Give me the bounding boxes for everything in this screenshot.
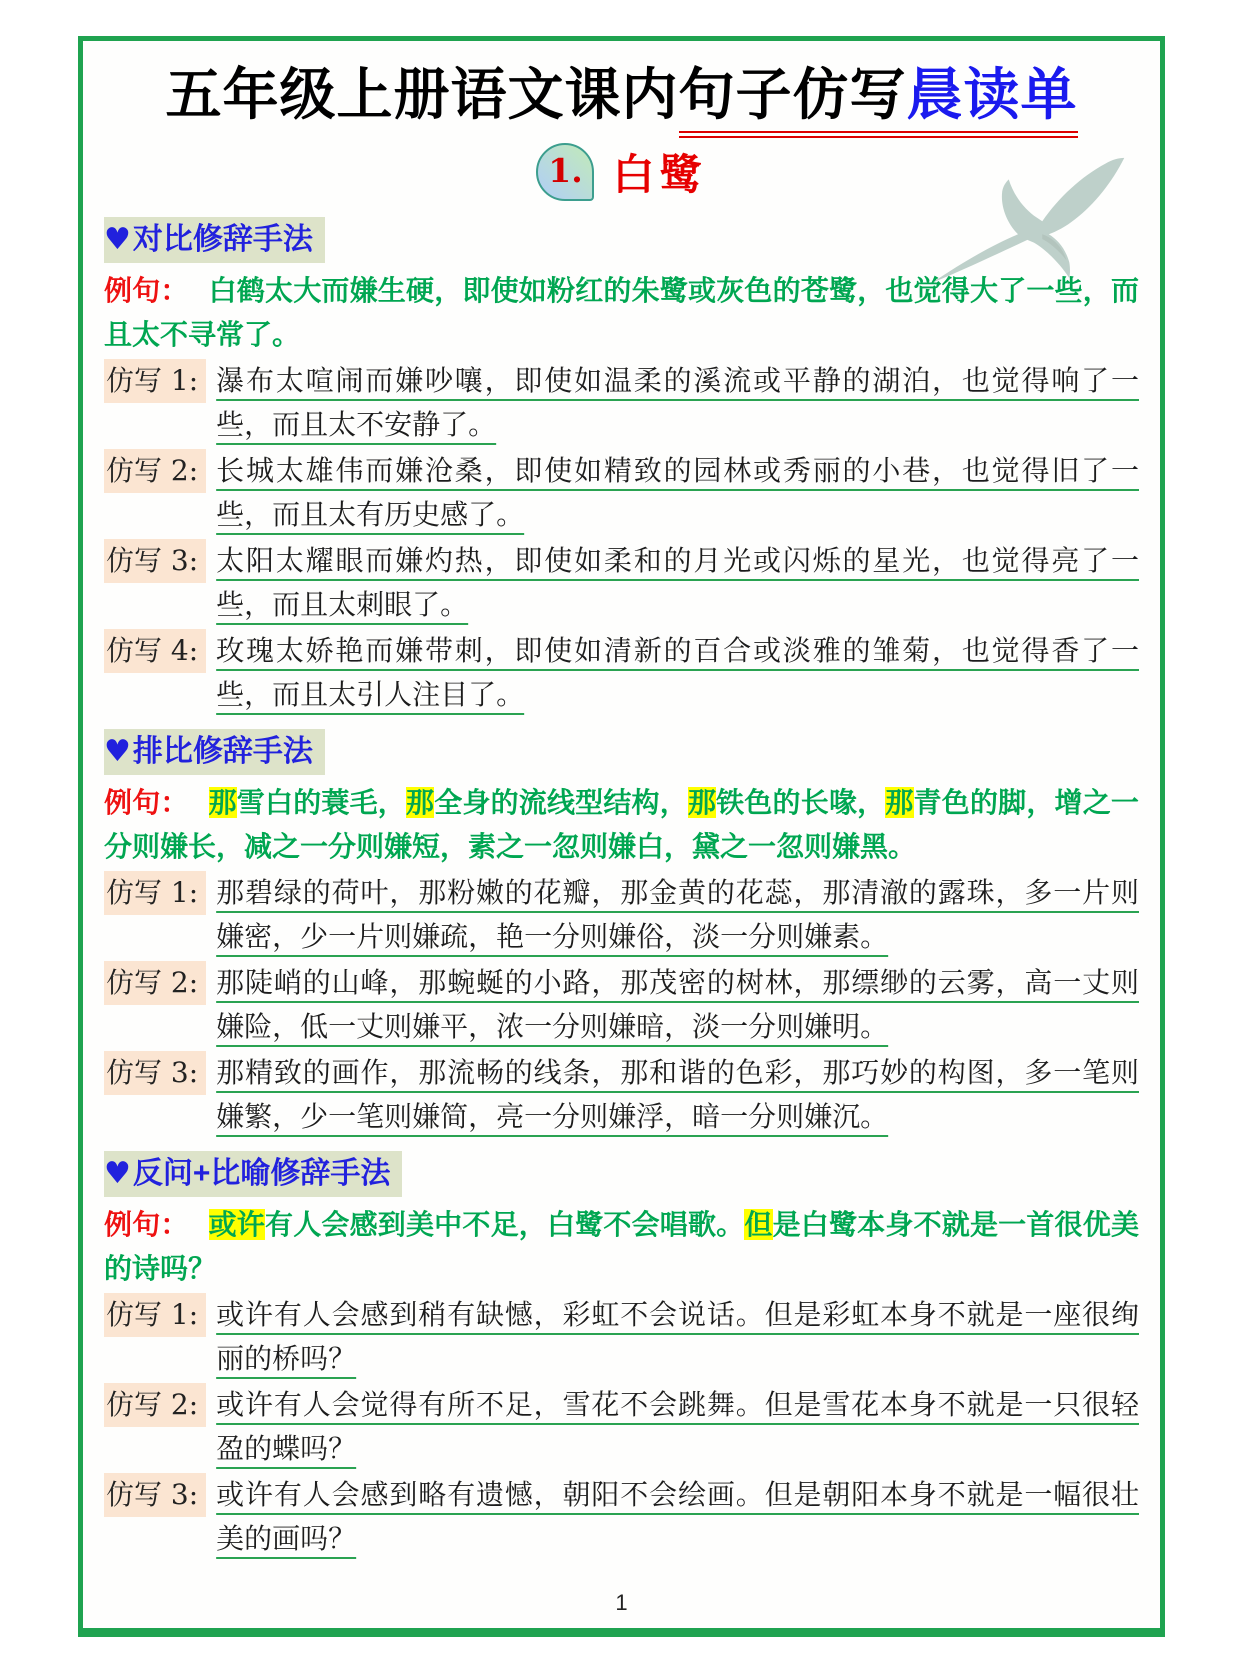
example-highlight: 或许 [208,1209,265,1241]
imitation-text: 那精致的画作，那流畅的线条，那和谐的色彩，那巧妙的构图，多一笔则嫌繁，少一笔则嫌简，亮一分则嫌浮，暗一分则嫌沉。 [216,1056,1139,1134]
imitation-row [104,871,1139,959]
page-title-topic: 句子仿写 [678,62,907,128]
imitation-label: 仿写 2: [104,961,206,1005]
section-heading-row [104,729,1139,775]
egret-illustration [923,149,1128,314]
imitation-label: 仿写 2: [104,449,206,493]
example-label: 例句： [104,275,189,307]
imitation-label: 仿写 1: [104,1293,206,1337]
imitation-label: 仿写 1: [104,871,206,915]
imitation-row [104,1383,1139,1471]
lesson-number: 1. [548,150,583,190]
imitation-label: 仿写 3: [104,1473,206,1517]
section-heading-duibi [104,217,325,263]
imitation-row [104,961,1139,1049]
page-title [104,63,1139,127]
imitation-text: 或许有人会觉得有所不足，雪花不会跳舞。但是雪花本身不就是一只很轻盈的蝶吗？ [216,1388,1139,1466]
imitation-label: 仿写 3: [104,539,206,583]
example-highlight: 那 [885,787,914,819]
example-sentence: 例句： 那雪白的蓑毛，那全身的流线型结构，那铁色的长喙，那青色的脚，增之一分则嫌长，减之一分则嫌短，素之一忽则嫌白，黛之一忽则嫌黑。 [104,787,1139,863]
heart-icon: ♥ [104,1156,131,1192]
imitation-text: 瀑布太喧闹而嫌吵嚷，即使如温柔的溪流或平静的湖泊，也觉得响了一些，而且太不安静了。 [216,364,1139,442]
example-highlight: 那 [687,787,717,819]
imitation-row [104,1051,1139,1139]
page-number: 1 [615,1590,628,1615]
imitation-text: 那碧绿的荷叶，那粉嫩的花瓣，那金黄的花蕊，那清澈的露珠，多一片则嫌密，少一片则嫌疏，艳一分则嫌俗，淡一分则嫌素。 [216,876,1139,954]
imitation-row [104,1293,1139,1381]
imitation-row [104,1473,1139,1561]
imitation-row [104,629,1139,717]
imitation-text: 玫瑰太娇艳而嫌带刺，即使如清新的百合或淡雅的雏菊，也觉得香了一些，而且太引人注目了。 [216,634,1139,712]
imitation-label: 仿写 1: [104,359,206,403]
lesson-title: 白鹭 [612,150,707,200]
imitation-text: 那陡峭的山峰，那蜿蜒的小路，那茂密的树林，那缥缈的云雾，高一丈则嫌险，低一丈则嫌平，浓一分则嫌暗，淡一分则嫌明。 [216,966,1139,1044]
example-text: 白鹤太大而嫌生硬，即使如粉红的朱鹭或灰色的苍鹭，也觉得大了一些，而且太不寻常了。 [104,275,1139,351]
imitation-text: 或许有人会感到略有遗憾，朝阳不会绘画。但是朝阳本身不就是一幅很壮美的画吗？ [216,1478,1139,1556]
example-sentence: 例句： 或许有人会感到美中不足，白鹭不会唱歌。但是白鹭本身不就是一首很优美的诗吗？ [104,1209,1139,1285]
example-highlight: 但 [744,1209,773,1241]
page-title-accent: 晨读单 [906,62,1078,128]
section-heading-fanwen-biyu [104,1151,402,1197]
imitation-row [104,539,1139,627]
lesson-number-badge [536,143,594,201]
section-heading-paibi [104,729,325,775]
page-title-underlined-group [679,62,1078,138]
example-label: 例句： [104,787,189,819]
imitation-label: 仿写 3: [104,1051,206,1095]
imitation-label: 仿写 4: [104,629,206,673]
imitation-text: 太阳太耀眼而嫌灼热，即使如柔和的月光或闪烁的星光，也觉得亮了一些，而且太刺眼了。 [216,544,1139,622]
section-heading-label: 反问+比喻修辞手法 [132,1157,391,1191]
imitation-row [104,449,1139,537]
section-heading-label: 对比修辞手法 [132,223,313,257]
example-label: 例句： [104,1209,189,1241]
imitation-label: 仿写 2: [104,1383,206,1427]
section-heading-row [104,1151,1139,1197]
imitation-text: 长城太雄伟而嫌沧桑，即使如精致的园林或秀丽的小巷，也觉得旧了一些，而且太有历史感了。 [216,454,1139,532]
example-highlight: 那 [405,787,435,819]
section-heading-label: 排比修辞手法 [132,735,313,769]
imitation-row [104,359,1139,447]
page-frame [78,36,1165,1637]
page-title-prefix: 五年级上册语文课内 [165,62,679,128]
heart-icon: ♥ [104,222,131,258]
heart-icon: ♥ [104,734,131,770]
example-highlight: 那 [208,787,237,819]
imitation-text: 或许有人会感到稍有缺憾，彩虹不会说话。但是彩虹本身不就是一座很绚丽的桥吗？ [216,1298,1139,1376]
